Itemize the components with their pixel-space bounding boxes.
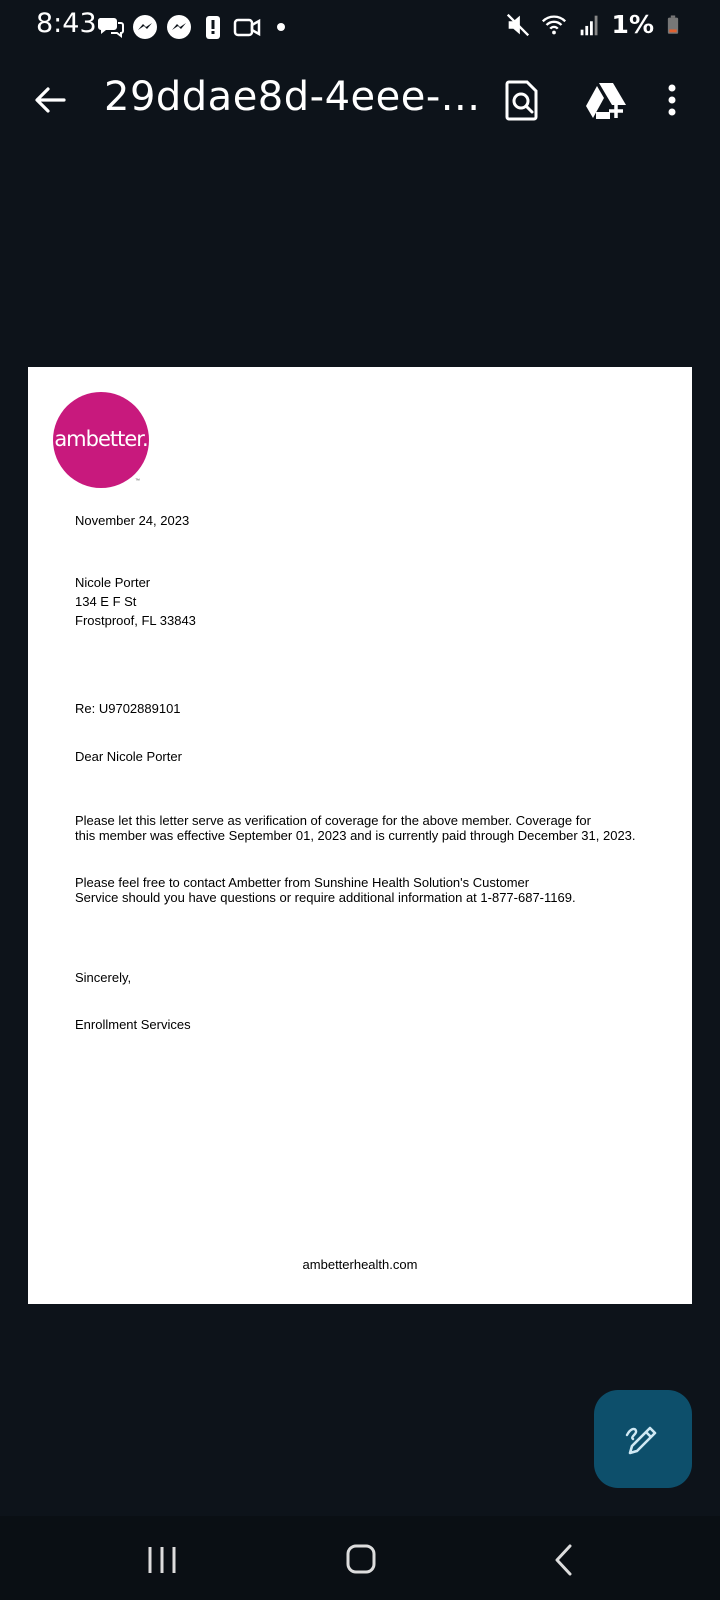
logo-text: ambetter. — [54, 427, 148, 452]
salutation: Dear Nicole Porter — [75, 749, 182, 764]
status-bar — [0, 0, 720, 52]
notification-icons — [96, 12, 296, 42]
battery-percentage: 1% — [611, 10, 654, 39]
back-nav-icon — [546, 1540, 586, 1580]
edit-fab[interactable] — [594, 1390, 692, 1488]
footer-url: ambetterhealth.com — [302, 1257, 418, 1272]
home-button[interactable] — [342, 1540, 382, 1580]
search-document-button[interactable] — [500, 78, 544, 122]
recipient-name: Nicole Porter — [75, 575, 151, 590]
paragraph-2-line-2: Service should you have questions or require additional information at 1-877-687-1169. — [75, 890, 576, 905]
wifi-icon — [540, 11, 568, 39]
back-button[interactable] — [28, 78, 72, 122]
closing: Sincerely, — [75, 970, 132, 985]
recipient-street: 134 E F St — [75, 594, 137, 609]
battery-icon — [662, 11, 684, 39]
system-navigation-bar — [0, 1516, 720, 1600]
paragraph-1-line-1: Please let this letter serve as verification of coverage for the above member. Coverage for — [75, 813, 591, 828]
signature: Enrollment Services — [75, 1017, 191, 1032]
recent-apps-button[interactable] — [142, 1540, 182, 1580]
add-to-drive-button[interactable] — [584, 78, 628, 122]
chat-icon — [96, 12, 126, 42]
back-nav-button[interactable] — [546, 1540, 586, 1580]
home-icon — [342, 1540, 382, 1580]
messenger-icon — [130, 12, 160, 42]
recipient-city: Frostproof, FL 33843 — [75, 613, 196, 628]
add-to-drive-icon — [584, 78, 628, 122]
arrow-back-icon — [28, 78, 72, 122]
more-options-button[interactable] — [658, 78, 686, 122]
letter-date: November 24, 2023 — [75, 513, 190, 528]
app-bar — [0, 60, 720, 140]
status-time: 8:43 — [36, 8, 97, 39]
messenger-icon — [164, 12, 194, 42]
system-icons — [504, 10, 684, 39]
recent-apps-icon — [142, 1540, 182, 1580]
search-document-icon — [500, 78, 544, 122]
paragraph-2-line-1: Please feel free to contact Ambetter from Sunshine Health Solution's Customer — [75, 875, 530, 890]
battery-alert-icon — [198, 12, 228, 42]
document-page — [28, 367, 692, 1304]
document-title: 29ddae8d-4eee-... — [104, 74, 481, 120]
paragraph-1-line-2: this member was effective September 01, 2023 and is currently paid through December 31, 2023. — [75, 828, 636, 843]
edit-pen-icon — [623, 1419, 663, 1459]
trademark: ™ — [135, 478, 140, 484]
more-options-icon — [658, 78, 686, 122]
signal-icon — [576, 11, 604, 39]
video-icon — [232, 12, 262, 42]
dot-icon — [266, 12, 296, 42]
reference-line: Re: U9702889101 — [75, 701, 181, 716]
mute-icon — [504, 11, 532, 39]
